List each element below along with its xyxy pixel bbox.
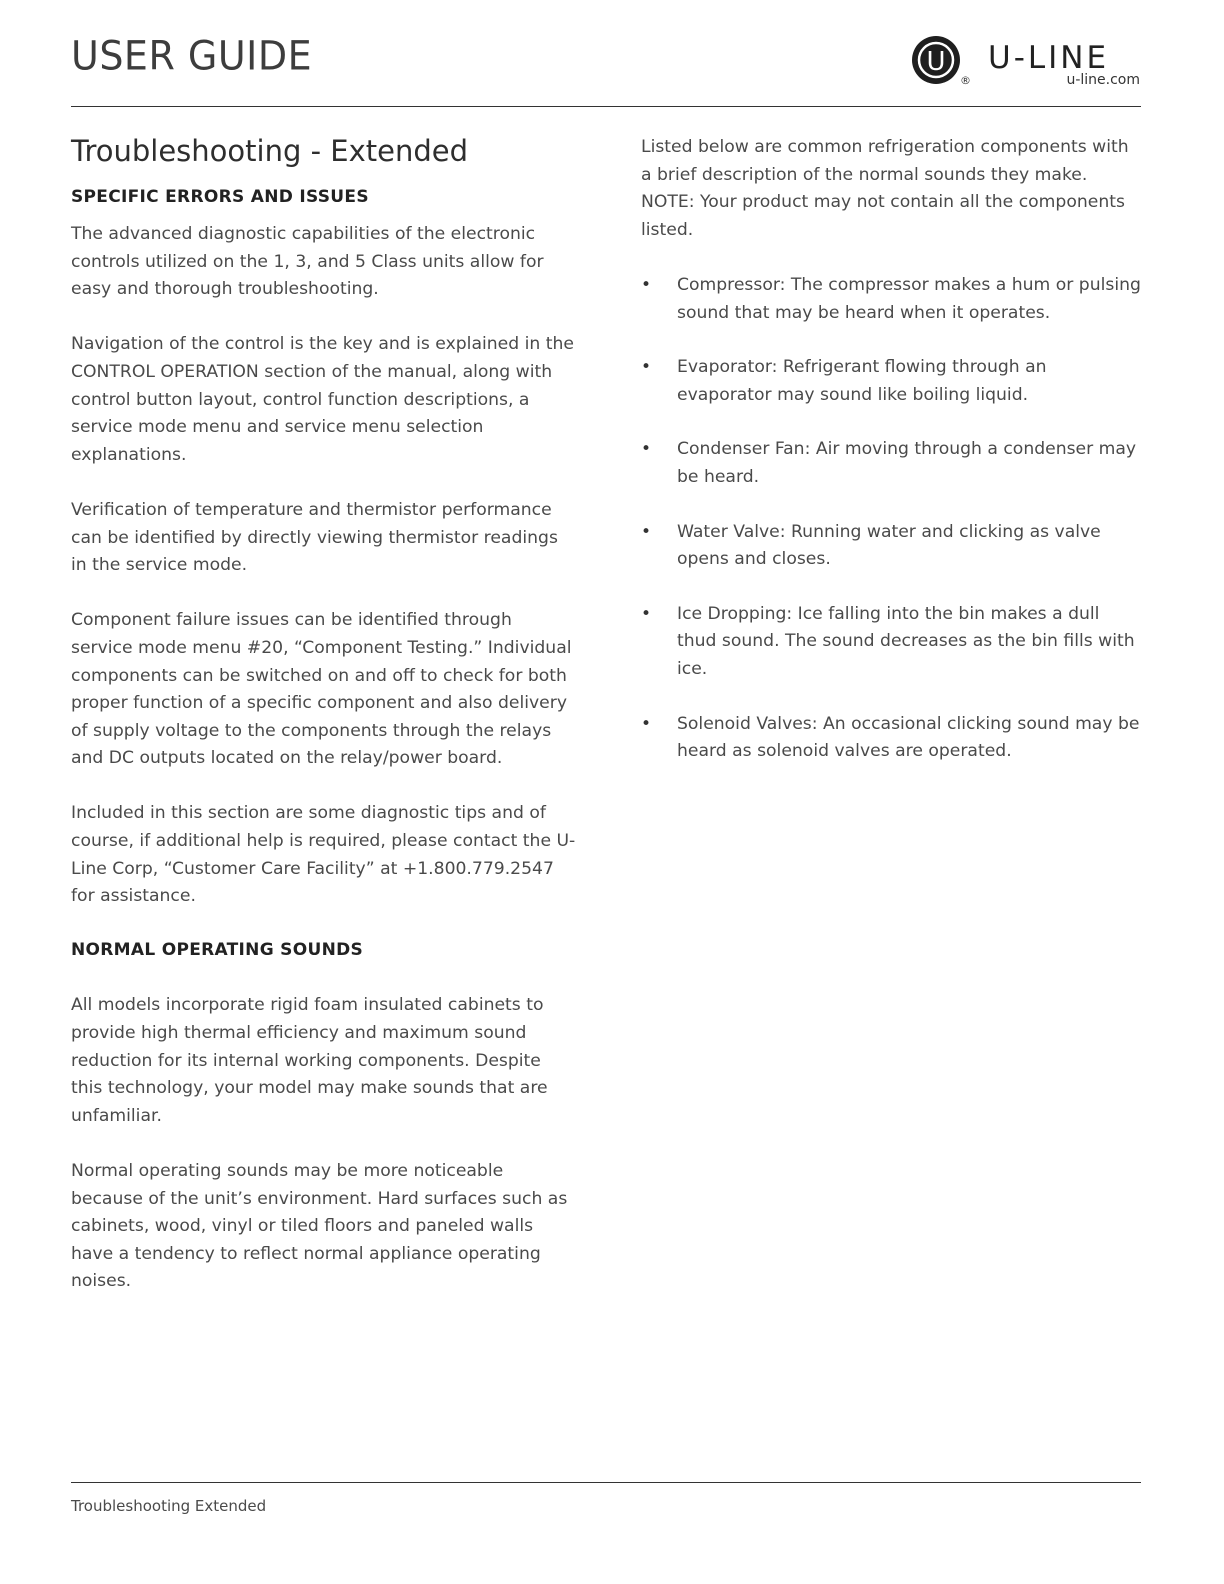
footer-label: Troubleshooting Extended [71,1497,267,1515]
paragraph: Component failure issues can be identified through service mode menu #20, “Component Testing.” Individual components can be switched on and off to check for both proper function of a specific component and also delivery of supply voltage to the components through the relays and DC outputs located on the relay/power board. [71,610,572,769]
list-item-text: Solenoid Valves: An occasional clicking sound may be heard as solenoid valves are operated. [677,713,1140,762]
paragraph: Included in this section are some diagnostic tips and of course, if additional help is required, please contact the U-Line Corp, “Customer Care Facility” at +1.800.779.2547 for assistance. [71,803,576,907]
u-line-emblem-icon [910,34,966,90]
list-item-text: Condenser Fan: Air moving through a condenser may be heard. [677,439,1137,487]
list-item-text: Evaporator: Refrigerant flowing through an evaporator may sound like boiling liquid. [677,357,1047,405]
bullet-icon: • [641,603,652,624]
list-item [641,436,1141,491]
list-item-text: Ice Dropping: Ice falling into the bin makes a dull thud sound. The sound decreases as the bin fills with ice. [677,603,1135,679]
list-item [641,272,1141,327]
right-column [641,134,1141,793]
page-title: USER GUIDE [71,32,313,80]
bullet-icon: • [641,357,652,378]
logo-wordmark: U-LINE [988,40,1110,76]
bullet-icon: • [641,713,652,734]
bullet-icon: • [641,521,652,542]
footer-divider [71,1482,1141,1483]
brand-logo[interactable] [910,34,1142,92]
registered-mark: ® [960,74,971,87]
header-divider [71,106,1141,107]
list-item [641,354,1141,409]
list-item [641,601,1141,684]
paragraph: Normal operating sounds may be more noticeable because of the unit’s environment. Hard surfaces such as cabinets, wood, vinyl or tiled floors and paneled walls have a tendency to reflect normal appliance operating noises. [71,1161,568,1292]
list-item-text: Compressor: The compressor makes a hum or pulsing sound that may be heard when it operates. [677,274,1141,323]
paragraph: Navigation of the control is the key and is explained in the CONTROL OPERATION section of the manual, along with control button layout, control function descriptions, a service mode menu and service menu selection explanations. [71,334,574,465]
emblem-letter: U [926,47,946,77]
left-column [71,132,576,1324]
list-item-text: Water Valve: Running water and clicking as valve opens and closes. [677,521,1101,570]
section-title: Troubleshooting - Extended [71,134,468,168]
bullet-icon: • [641,274,652,295]
paragraph: All models incorporate rigid foam insulated cabinets to provide high thermal efficiency and maximum sound reduction for its internal working components. Despite this technology, your model may make sounds that are unfamiliar. [71,995,548,1126]
paragraph: Verification of temperature and thermistor performance can be identified by directly viewing thermistor readings in the service mode. [71,499,558,576]
list-item [641,711,1141,766]
logo-url[interactable]: u-line.com [1066,72,1140,88]
bullet-icon: • [641,439,652,460]
components-list [641,272,1141,766]
components-intro: Listed below are common refrigeration components with a brief description of the normal sounds they make. NOTE: Your product may not contain all the components listed. [641,137,1129,240]
subhead-specific-errors: SPECIFIC ERRORS AND ISSUES [71,187,369,207]
list-item [641,519,1141,574]
paragraph: The advanced diagnostic capabilities of the electronic controls utilized on the 1, 3, and 5 Class units allow for easy and thorough troubleshooting. [71,224,544,300]
subhead-normal-sounds: NORMAL OPERATING SOUNDS [71,940,364,961]
